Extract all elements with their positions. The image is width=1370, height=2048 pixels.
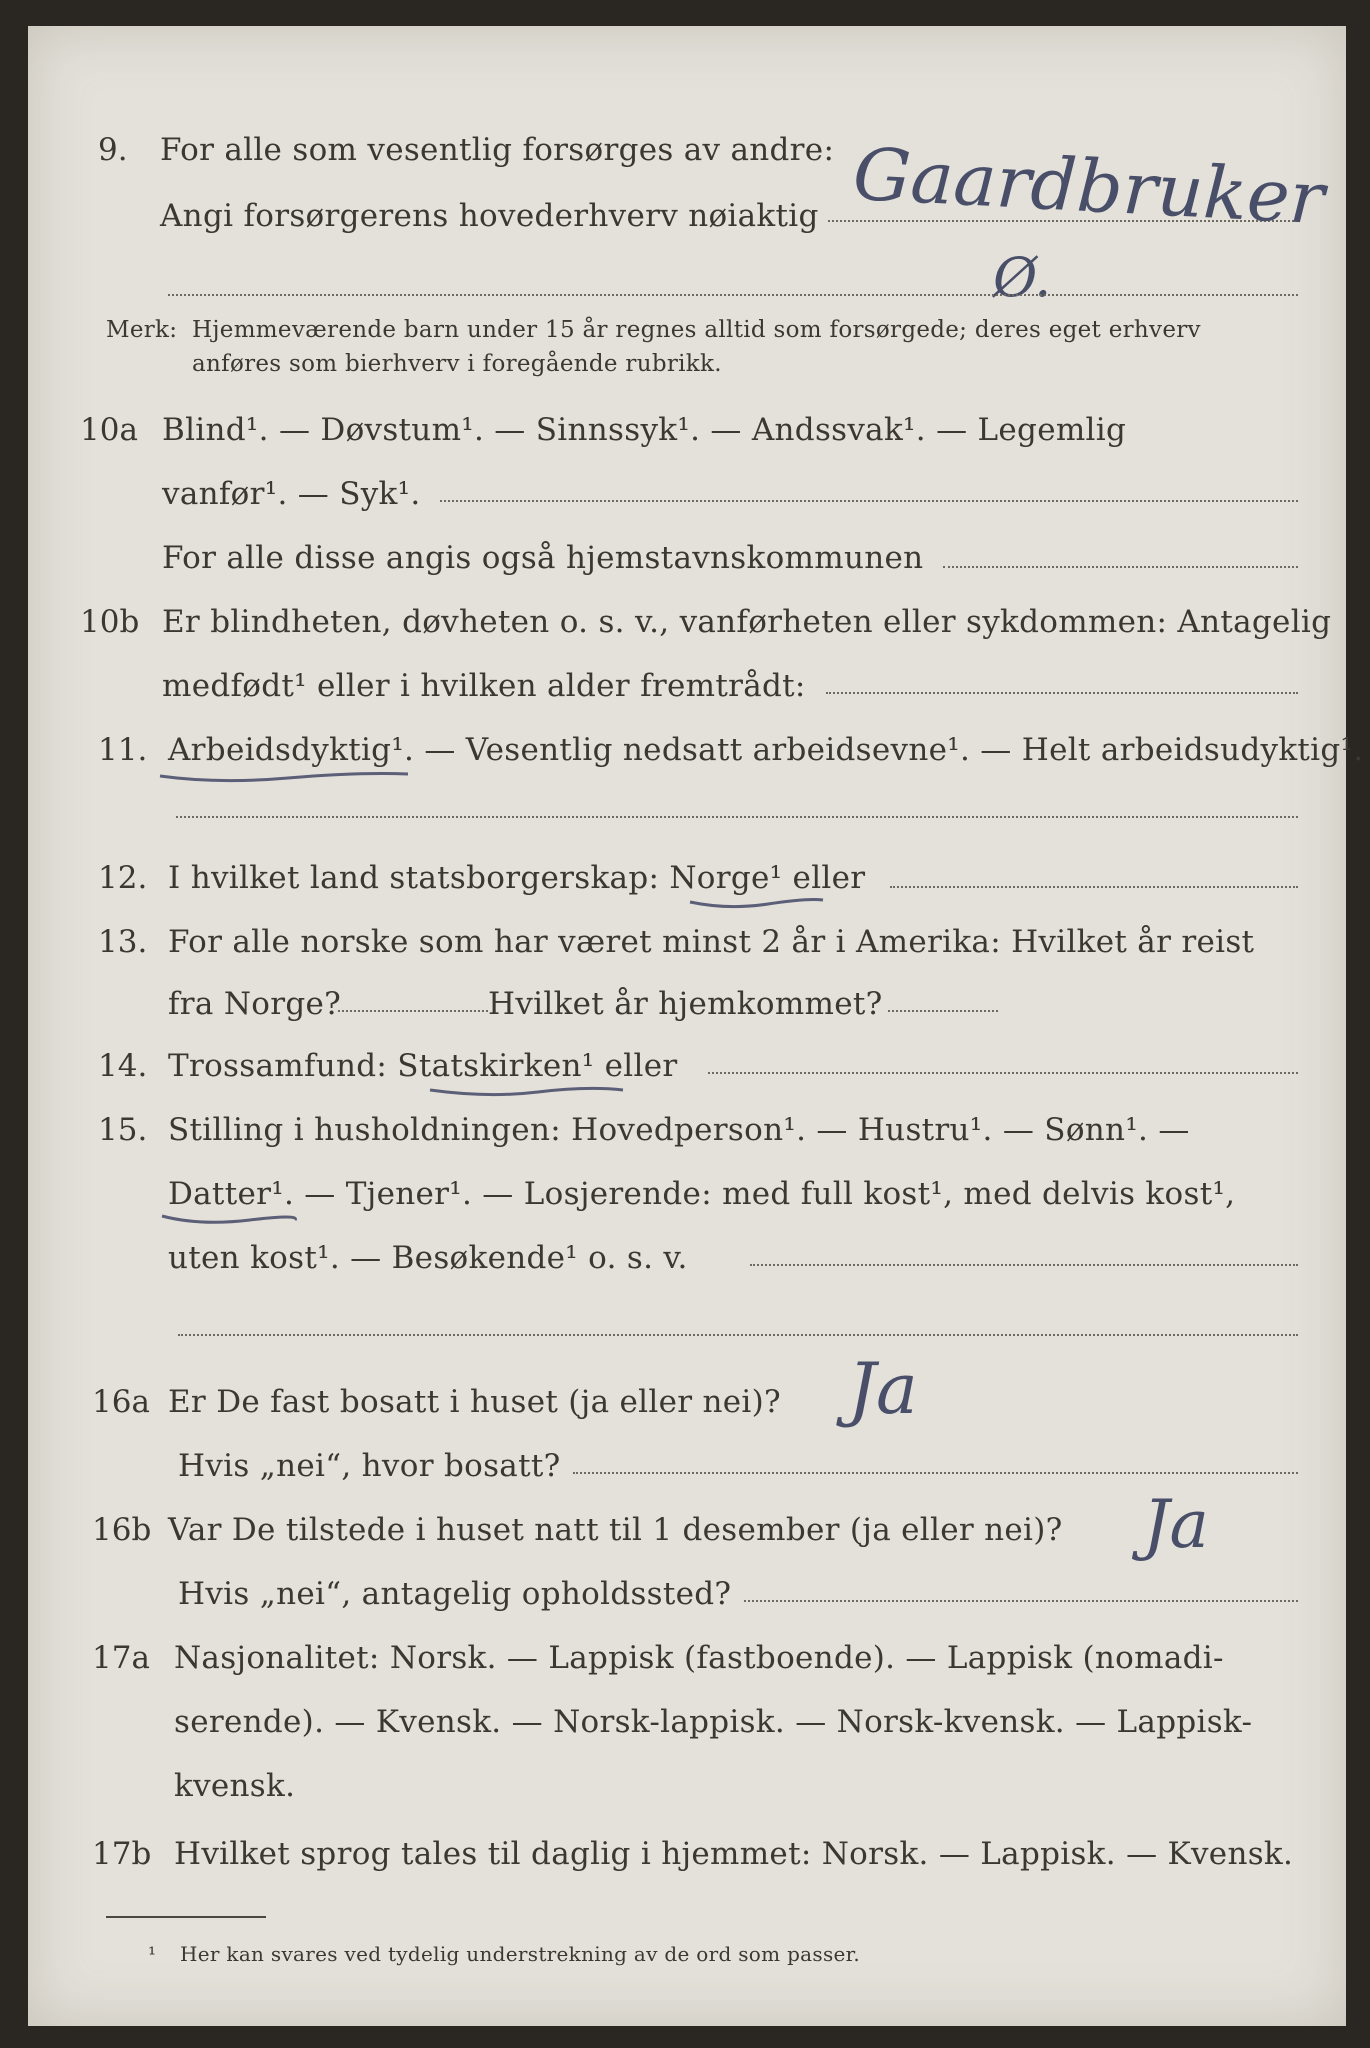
- q17a-line3: kvensk.: [174, 1768, 296, 1804]
- item-number: 10b: [80, 604, 140, 640]
- answer-line: [176, 816, 1298, 818]
- q16a-line2: Hvis „nei“, hvor bosatt?: [178, 1448, 561, 1484]
- q12-line1: I hvilket land statsborgerskap: Norge¹ eller: [168, 860, 866, 896]
- handwritten-answer-16b: Ja: [1143, 1486, 1209, 1563]
- handwritten-underline: [160, 1210, 300, 1228]
- item-number: 15.: [98, 1112, 148, 1148]
- item-number: 14.: [98, 1048, 148, 1084]
- handwritten-underline: [428, 1082, 628, 1100]
- answer-line: [573, 1472, 1298, 1474]
- answer-line: [744, 1600, 1298, 1602]
- handwritten-answer-ditto: Ø.: [993, 246, 1052, 309]
- item-number: 13.: [98, 924, 148, 960]
- q10a-line1: Blind¹. — Døvstum¹. — Sinnssyk¹. — Andssvak¹. — Legemlig: [162, 412, 1127, 448]
- q16b-line1: Var De tilstede i huset natt til 1 desember (ja eller nei)?: [168, 1512, 1063, 1548]
- census-form-page: [28, 26, 1364, 2026]
- handwritten-answer-16a: Ja: [848, 1348, 918, 1430]
- note-line2: anføres som bierhverv i foregående rubrikk.: [192, 351, 722, 377]
- q15-line1: Stilling i husholdningen: Hovedperson¹. — Hustru¹. — Sønn¹. —: [168, 1112, 1190, 1148]
- footnote-mark: ¹: [148, 1942, 157, 1966]
- answer-line: [338, 1010, 488, 1012]
- q9-line1: For alle som vesentlig forsørges av andre:: [160, 132, 835, 168]
- answer-line: [750, 1264, 1298, 1266]
- answer-line: [440, 500, 1298, 502]
- q15-line3: uten kost¹. — Besøkende¹ o. s. v.: [168, 1240, 688, 1276]
- handwritten-underline: [158, 766, 418, 786]
- item-number: 11.: [98, 732, 148, 768]
- q17b-line1: Hvilket sprog tales til daglig i hjemmet: Norsk. — Lappisk. — Kvensk.: [174, 1836, 1294, 1872]
- q15-line2: Datter¹. — Tjener¹. — Losjerende: med full kost¹, med delvis kost¹,: [168, 1176, 1236, 1212]
- q14-line1: Trossamfund: Statskirken¹ eller: [168, 1048, 678, 1084]
- note-line1: Hjemmeværende barn under 15 år regnes alltid som forsørgede; deres eget erhverv: [192, 317, 1201, 343]
- handwritten-underline: [688, 894, 828, 912]
- q11-line1: Arbeidsdyktig¹. — Vesentlig nedsatt arbeidsevne¹. — Helt arbeidsudyktig¹.: [168, 732, 1364, 768]
- footnote-rule: [106, 1916, 266, 1918]
- item-number: 12.: [98, 860, 148, 896]
- q13-line2a: fra Norge?: [168, 986, 342, 1022]
- q10a-line3: For alle disse angis også hjemstavnskommunen: [162, 540, 924, 576]
- q9-line2: Angi forsørgerens hovederhverv nøiaktig: [160, 198, 819, 234]
- q10b-line2: medfødt¹ eller i hvilken alder fremtrådt:: [162, 668, 806, 704]
- handwritten-answer-occupation: Gaardbruker: [851, 131, 1327, 241]
- item-number: 17a: [92, 1640, 150, 1676]
- footnote-text: Her kan svares ved tydelig understrekning av de ord som passer.: [180, 1942, 860, 1966]
- q16b-line2: Hvis „nei“, antagelig opholdssted?: [178, 1576, 732, 1612]
- item-number: 17b: [92, 1836, 152, 1872]
- q17a-line2: serende). — Kvensk. — Norsk-lappisk. — Norsk-kvensk. — Lappisk-: [174, 1704, 1253, 1740]
- answer-line: [943, 566, 1298, 568]
- item-number: 16a: [92, 1384, 150, 1420]
- q10b-line1: Er blindheten, døvheten o. s. v., vanførheten eller sykdommen: Antagelig: [162, 604, 1332, 640]
- q16a-line1: Er De fast bosatt i huset (ja eller nei)?: [168, 1384, 781, 1420]
- answer-line: [178, 1334, 1298, 1336]
- note-label: Merk:: [106, 317, 178, 343]
- answer-line: [708, 1072, 1298, 1074]
- q13-line1: For alle norske som har været minst 2 år i Amerika: Hvilket år reist: [168, 924, 1255, 960]
- q17a-line1: Nasjonalitet: Norsk. — Lappisk (fastboende). — Lappisk (nomadi-: [174, 1640, 1224, 1676]
- answer-line: [826, 692, 1298, 694]
- item-number: 16b: [92, 1512, 152, 1548]
- q13-line2b: Hvilket år hjemkommet?: [488, 986, 883, 1022]
- answer-line: [890, 886, 1298, 888]
- q10a-line2: vanfør¹. — Syk¹.: [162, 476, 421, 512]
- answer-line: [168, 294, 1298, 296]
- item-number: 10a: [80, 412, 138, 448]
- item-number: 9.: [98, 132, 128, 168]
- answer-line: [888, 1010, 998, 1012]
